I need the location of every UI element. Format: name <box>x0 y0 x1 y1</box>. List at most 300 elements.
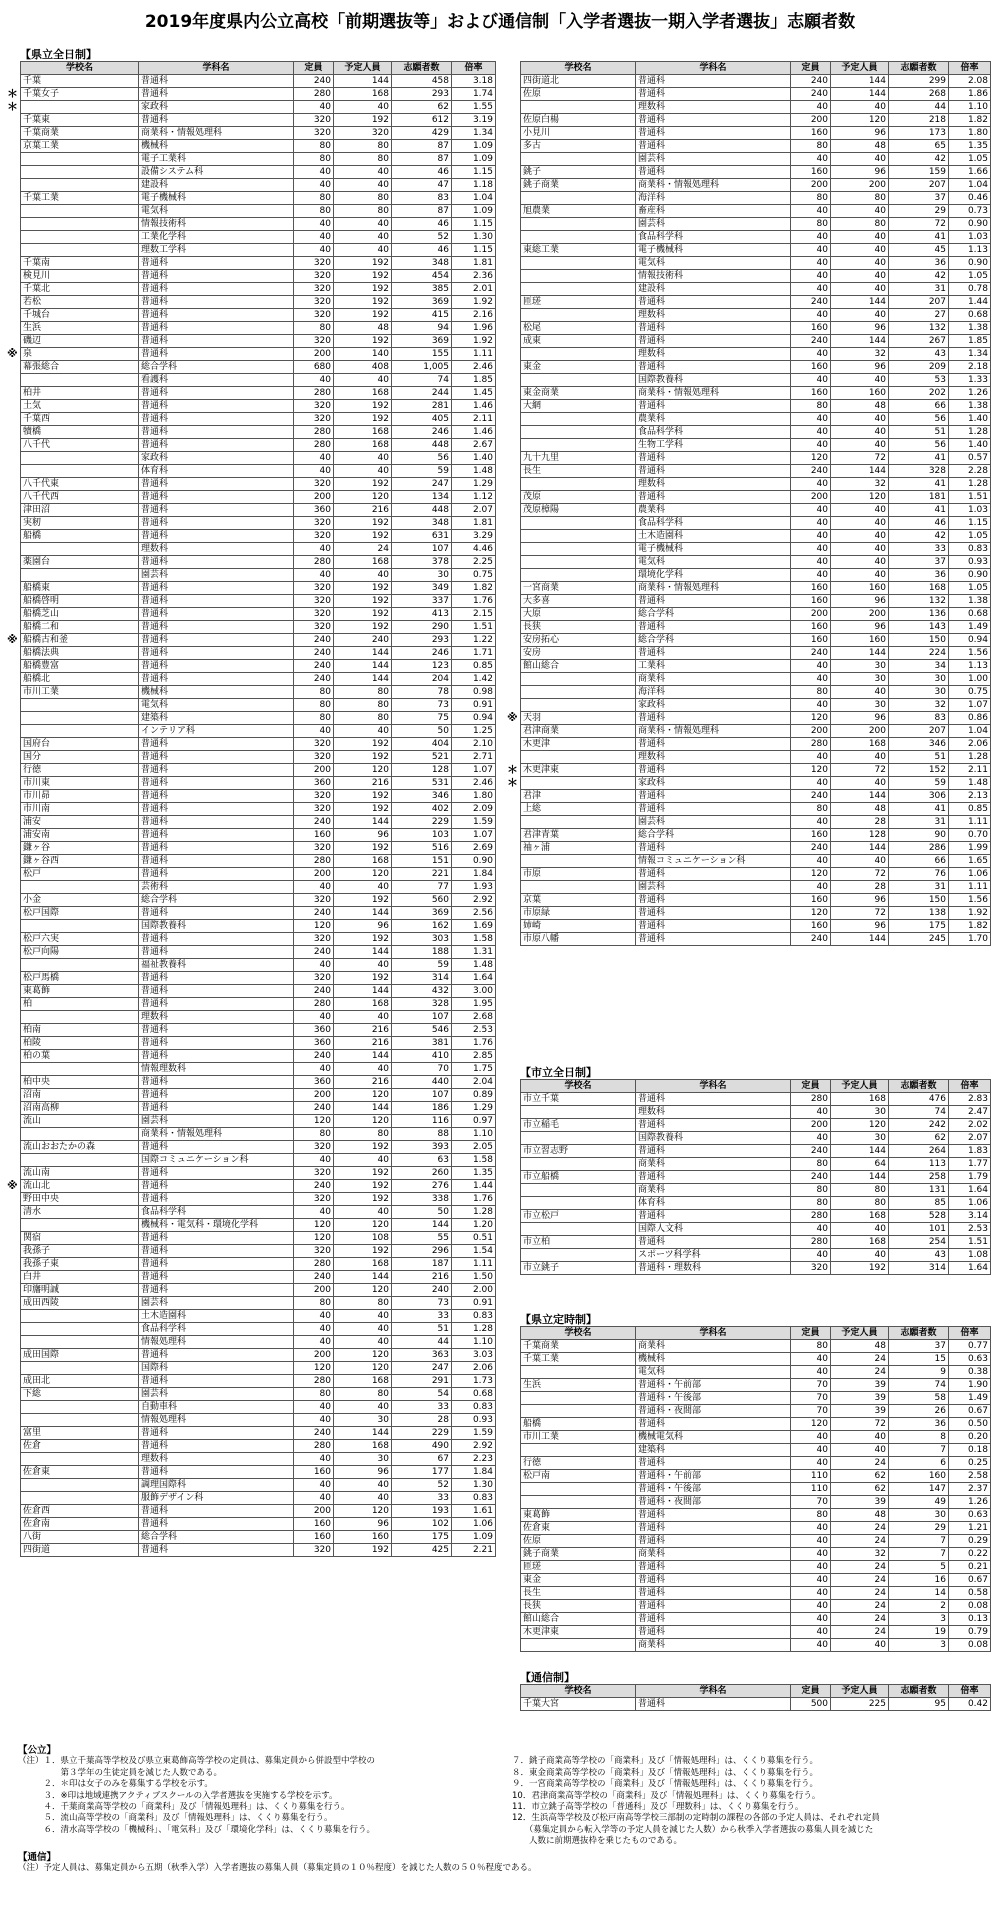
school-cell <box>21 1401 139 1414</box>
ratio-cell: 0.83 <box>452 1492 496 1505</box>
school-cell <box>521 374 636 387</box>
school-cell: 行徳 <box>21 764 139 777</box>
table-row <box>521 309 991 322</box>
ratio-cell: 2.06 <box>949 738 991 751</box>
dept-cell: 普通科 <box>636 621 791 634</box>
school-cell: 千葉女子 <box>21 88 139 101</box>
table-row <box>521 543 991 556</box>
ratio-cell: 1.11 <box>949 881 991 894</box>
header-school: 学校名 <box>521 62 636 75</box>
capacity-cell: 320 <box>294 478 334 491</box>
applicants-cell: 56 <box>889 439 949 452</box>
table-row <box>521 1418 991 1431</box>
planned-cell: 24 <box>831 1457 889 1470</box>
school-cell <box>521 1483 636 1496</box>
school-cell <box>521 1132 636 1145</box>
planned-cell: 144 <box>334 1427 392 1440</box>
planned-cell: 144 <box>334 985 392 998</box>
ratio-cell: 1.95 <box>452 998 496 1011</box>
planned-cell: 192 <box>334 1544 392 1557</box>
planned-cell: 40 <box>334 1011 392 1024</box>
dept-cell: 普通科 <box>636 1587 791 1600</box>
applicants-cell: 36 <box>889 257 949 270</box>
table-row <box>521 1366 991 1379</box>
dept-cell: 国際教養科 <box>139 920 294 933</box>
ratio-cell: 1.07 <box>949 699 991 712</box>
ratio-cell: 0.58 <box>949 1587 991 1600</box>
applicants-cell: 131 <box>889 1184 949 1197</box>
dept-cell: 情報処理科 <box>139 1336 294 1349</box>
planned-cell: 108 <box>334 1232 392 1245</box>
dept-cell: 普通科 <box>139 88 294 101</box>
planned-cell: 40 <box>334 374 392 387</box>
capacity-cell: 280 <box>294 556 334 569</box>
ratio-cell: 1.44 <box>452 1180 496 1193</box>
dept-cell: 商業科 <box>636 1548 791 1561</box>
ratio-cell: 1.40 <box>452 452 496 465</box>
capacity-cell: 40 <box>294 101 334 114</box>
applicants-cell: 229 <box>392 816 452 829</box>
applicants-cell: 51 <box>392 1323 452 1336</box>
table-row <box>521 1496 991 1509</box>
table-row <box>21 855 496 868</box>
capacity-cell: 320 <box>294 608 334 621</box>
school-cell <box>521 530 636 543</box>
planned-cell: 144 <box>334 647 392 660</box>
table-row <box>21 829 496 842</box>
planned-cell: 120 <box>334 868 392 881</box>
capacity-cell: 280 <box>791 1236 831 1249</box>
school-cell: 松戸 <box>21 868 139 881</box>
ratio-cell: 1.82 <box>452 582 496 595</box>
table-row <box>21 712 496 725</box>
dept-cell: 理数工学科 <box>139 244 294 257</box>
ratio-cell: 2.69 <box>452 842 496 855</box>
applicants-cell: 531 <box>392 777 452 790</box>
table-header-row <box>521 1080 991 1093</box>
school-cell <box>21 1011 139 1024</box>
dept-cell: 普通科 <box>139 842 294 855</box>
table-row <box>21 114 496 127</box>
planned-cell: 192 <box>334 335 392 348</box>
planned-cell: 30 <box>831 1132 889 1145</box>
dept-cell: 普通科 <box>636 803 791 816</box>
planned-cell: 80 <box>831 1184 889 1197</box>
table-row <box>21 1219 496 1232</box>
table-row <box>521 777 991 790</box>
ratio-cell: 1.04 <box>949 179 991 192</box>
capacity-cell: 320 <box>294 309 334 322</box>
capacity-cell: 40 <box>791 1639 831 1652</box>
capacity-cell: 40 <box>294 166 334 179</box>
planned-cell: 80 <box>334 712 392 725</box>
school-cell: 市川昴 <box>21 790 139 803</box>
school-cell: 市立習志野 <box>521 1145 636 1158</box>
header-ratio: 倍率 <box>949 62 991 75</box>
ratio-cell: 1.09 <box>452 1531 496 1544</box>
capacity-cell: 40 <box>294 1453 334 1466</box>
planned-cell: 40 <box>831 777 889 790</box>
note-line: ２．＊印は女子のみを募集する学校を示す。 <box>18 1779 213 1790</box>
ratio-cell: 0.63 <box>949 1353 991 1366</box>
applicants-cell: 612 <box>392 114 452 127</box>
planned-cell: 144 <box>831 88 889 101</box>
planned-cell: 40 <box>334 1323 392 1336</box>
table-row <box>21 907 496 920</box>
table-row <box>21 1154 496 1167</box>
applicants-cell: 16 <box>889 1574 949 1587</box>
ratio-cell: 2.28 <box>949 465 991 478</box>
table-row <box>21 1115 496 1128</box>
table-row <box>521 907 991 920</box>
ratio-cell: 2.67 <box>452 439 496 452</box>
capacity-cell: 80 <box>294 1297 334 1310</box>
ratio-cell: 2.37 <box>949 1483 991 1496</box>
school-cell: 千葉西 <box>21 413 139 426</box>
ratio-cell: 0.89 <box>452 1089 496 1102</box>
planned-cell: 192 <box>334 257 392 270</box>
ratio-cell: 1.26 <box>949 1496 991 1509</box>
ratio-cell: 1.06 <box>452 1518 496 1531</box>
planned-cell: 39 <box>831 1496 889 1509</box>
applicants-cell: 102 <box>392 1518 452 1531</box>
capacity-cell: 80 <box>791 218 831 231</box>
planned-cell: 40 <box>334 465 392 478</box>
ratio-cell: 0.90 <box>949 218 991 231</box>
capacity-cell: 320 <box>294 1141 334 1154</box>
planned-cell: 40 <box>334 101 392 114</box>
planned-cell: 24 <box>831 1353 889 1366</box>
ratio-cell: 3.14 <box>949 1210 991 1223</box>
notes-right-list <box>512 1756 988 1847</box>
school-cell <box>521 426 636 439</box>
capacity-cell: 40 <box>294 569 334 582</box>
capacity-cell: 40 <box>791 1106 831 1119</box>
dept-cell: 普通科 <box>139 1024 294 1037</box>
applicants-cell: 58 <box>889 1392 949 1405</box>
table-row <box>521 829 991 842</box>
dept-cell: 普通科 <box>636 1418 791 1431</box>
capacity-cell: 80 <box>791 1197 831 1210</box>
dept-cell: 普通科 <box>139 595 294 608</box>
ratio-cell: 0.94 <box>949 634 991 647</box>
applicants-cell: 147 <box>889 1483 949 1496</box>
capacity-cell: 200 <box>294 348 334 361</box>
applicants-cell: 162 <box>392 920 452 933</box>
dept-cell: 園芸科 <box>139 569 294 582</box>
applicants-cell: 181 <box>889 491 949 504</box>
table-row <box>21 283 496 296</box>
dept-cell: 理数科 <box>139 543 294 556</box>
applicants-cell: 32 <box>889 699 949 712</box>
school-cell <box>521 478 636 491</box>
planned-cell: 40 <box>831 569 889 582</box>
school-cell <box>521 751 636 764</box>
planned-cell: 128 <box>831 829 889 842</box>
capacity-cell: 70 <box>791 1392 831 1405</box>
ratio-cell: 0.18 <box>949 1444 991 1457</box>
dept-cell: 普通科 <box>139 400 294 413</box>
dept-cell: 普通科 <box>139 387 294 400</box>
applicants-cell: 30 <box>889 686 949 699</box>
table-row <box>21 218 496 231</box>
applicants-cell: 9 <box>889 1366 949 1379</box>
table-row <box>21 153 496 166</box>
ratio-cell: 2.18 <box>949 361 991 374</box>
applicants-cell: 67 <box>392 1453 452 1466</box>
table-row <box>21 192 496 205</box>
planned-cell: 40 <box>831 1249 889 1262</box>
ratio-cell: 1.10 <box>452 1336 496 1349</box>
ratio-cell: 2.71 <box>452 751 496 764</box>
ratio-cell: 1.35 <box>949 140 991 153</box>
school-cell <box>21 1063 139 1076</box>
school-cell <box>521 1106 636 1119</box>
ratio-cell: 1.55 <box>452 101 496 114</box>
planned-cell: 72 <box>831 868 889 881</box>
dept-cell: 普通科 <box>139 608 294 621</box>
planned-cell: 40 <box>334 1479 392 1492</box>
header-capacity: 定員 <box>791 1327 831 1340</box>
ratio-cell: 1.82 <box>949 920 991 933</box>
dept-cell: スポーツ科学科 <box>636 1249 791 1262</box>
table-header-row <box>21 62 496 75</box>
dept-cell: 普通科 <box>139 816 294 829</box>
table-row <box>21 361 496 374</box>
applicants-cell: 45 <box>889 244 949 257</box>
ratio-cell: 2.07 <box>452 504 496 517</box>
ratio-cell: 2.83 <box>949 1093 991 1106</box>
table-row <box>21 1518 496 1531</box>
table-row <box>21 699 496 712</box>
applicants-cell: 229 <box>392 1427 452 1440</box>
applicants-cell: 415 <box>392 309 452 322</box>
capacity-cell: 40 <box>791 283 831 296</box>
capacity-cell: 80 <box>294 1388 334 1401</box>
school-cell <box>21 205 139 218</box>
school-cell: 成田北 <box>21 1375 139 1388</box>
ratio-cell: 0.86 <box>949 712 991 725</box>
table-row <box>521 387 991 400</box>
planned-cell: 40 <box>831 231 889 244</box>
capacity-cell: 120 <box>791 764 831 777</box>
dept-cell: 建設科 <box>139 179 294 192</box>
ratio-cell: 0.67 <box>949 1574 991 1587</box>
capacity-cell: 40 <box>791 1522 831 1535</box>
dept-cell: 総合学科 <box>636 829 791 842</box>
capacity-cell: 320 <box>294 127 334 140</box>
planned-cell: 168 <box>831 1210 889 1223</box>
table-row <box>21 1505 496 1518</box>
school-cell: 長生 <box>521 1587 636 1600</box>
dept-cell: 園芸科 <box>636 881 791 894</box>
applicants-cell: 160 <box>889 1470 949 1483</box>
school-cell: 茂原 <box>521 491 636 504</box>
table-row <box>21 1271 496 1284</box>
applicants-cell: 2 <box>889 1600 949 1613</box>
school-cell: 船橋二和 <box>21 621 139 634</box>
school-cell: 流山 <box>21 1115 139 1128</box>
table-row <box>521 283 991 296</box>
applicants-cell: 41 <box>889 478 949 491</box>
table-row <box>521 1535 991 1548</box>
planned-cell: 168 <box>831 1093 889 1106</box>
applicants-cell: 27 <box>889 309 949 322</box>
planned-cell: 48 <box>831 1340 889 1353</box>
capacity-cell: 280 <box>294 1375 334 1388</box>
capacity-cell: 40 <box>294 465 334 478</box>
ratio-cell: 4.46 <box>452 543 496 556</box>
planned-cell: 144 <box>334 816 392 829</box>
applicants-cell: 144 <box>392 1219 452 1232</box>
applicants-cell: 74 <box>889 1379 949 1392</box>
table-row <box>21 205 496 218</box>
capacity-cell: 110 <box>791 1483 831 1496</box>
school-cell: 印旛明誠 <box>21 1284 139 1297</box>
capacity-cell: 360 <box>294 504 334 517</box>
table-row <box>21 803 496 816</box>
school-cell <box>21 1362 139 1375</box>
table-row <box>21 1206 496 1219</box>
applicants-cell: 246 <box>392 426 452 439</box>
planned-cell: 40 <box>831 244 889 257</box>
applicants-cell: 143 <box>889 621 949 634</box>
capacity-cell: 200 <box>294 1349 334 1362</box>
applicants-cell: 62 <box>889 1132 949 1145</box>
table-row <box>521 855 991 868</box>
dept-cell: 普通科 <box>139 1193 294 1206</box>
capacity-cell: 40 <box>791 855 831 868</box>
applicants-cell: 51 <box>889 751 949 764</box>
capacity-cell: 40 <box>791 517 831 530</box>
planned-cell: 192 <box>334 1245 392 1258</box>
table-row <box>521 1106 991 1119</box>
applicants-cell: 29 <box>889 205 949 218</box>
dept-cell: 園芸科 <box>139 1115 294 1128</box>
planned-cell: 40 <box>334 1401 392 1414</box>
applicants-cell: 369 <box>392 296 452 309</box>
planned-cell: 80 <box>334 1128 392 1141</box>
planned-cell: 40 <box>831 556 889 569</box>
dept-cell: 情報コミュニケーション科 <box>636 855 791 868</box>
ratio-cell: 1.34 <box>452 127 496 140</box>
applicants-cell: 46 <box>392 244 452 257</box>
ratio-cell: 1.81 <box>452 517 496 530</box>
planned-cell: 96 <box>334 829 392 842</box>
applicants-cell: 59 <box>889 777 949 790</box>
ratio-cell: 1.51 <box>452 621 496 634</box>
planned-cell: 320 <box>334 127 392 140</box>
ratio-cell: 0.91 <box>452 699 496 712</box>
dept-cell: 電気科 <box>636 1366 791 1379</box>
ratio-cell: 0.50 <box>949 1418 991 1431</box>
ratio-cell: 1.22 <box>452 634 496 647</box>
applicants-cell: 202 <box>889 387 949 400</box>
dept-cell: 普通科 <box>636 1613 791 1626</box>
capacity-cell: 40 <box>791 1626 831 1639</box>
capacity-cell: 160 <box>791 634 831 647</box>
dept-cell: 普通科 <box>139 751 294 764</box>
dept-cell: 普通科 <box>139 1167 294 1180</box>
dept-cell: 普通科 <box>636 491 791 504</box>
capacity-cell: 120 <box>294 1362 334 1375</box>
capacity-cell: 320 <box>294 972 334 985</box>
applicants-cell: 150 <box>889 634 949 647</box>
dept-cell: 普通科 <box>139 270 294 283</box>
dept-cell: 理数科 <box>636 478 791 491</box>
ratio-cell: 1.38 <box>949 595 991 608</box>
school-cell: 千葉大宮 <box>521 1698 636 1711</box>
capacity-cell: 40 <box>791 751 831 764</box>
planned-cell: 192 <box>334 972 392 985</box>
table-row <box>21 1102 496 1115</box>
capacity-cell: 40 <box>791 309 831 322</box>
applicants-cell: 405 <box>392 413 452 426</box>
dept-cell: 普通科 <box>636 361 791 374</box>
applicants-cell: 268 <box>889 88 949 101</box>
capacity-cell: 240 <box>791 335 831 348</box>
dept-cell: 普通科・午前部 <box>636 1470 791 1483</box>
ratio-cell: 2.36 <box>452 270 496 283</box>
applicants-cell: 328 <box>392 998 452 1011</box>
ratio-cell: 1.09 <box>452 140 496 153</box>
note-line: ３．※印は地域連携アクティブスクールの入学者選抜を実施する学校を示す。 <box>18 1790 338 1801</box>
school-cell: 千葉北 <box>21 283 139 296</box>
dept-cell: 普通科 <box>636 1522 791 1535</box>
note-line: 11．市立銚子高等学校の「普通科」及び「理数科」は、くくり募集を行う。 <box>512 1802 804 1813</box>
planned-cell: 80 <box>831 192 889 205</box>
planned-cell: 30 <box>831 699 889 712</box>
table-row <box>521 335 991 348</box>
planned-cell: 192 <box>334 309 392 322</box>
school-cell <box>521 1249 636 1262</box>
table-header-row <box>521 1685 991 1698</box>
dept-cell: 普通科 <box>139 972 294 985</box>
capacity-cell: 320 <box>294 1245 334 1258</box>
table-row <box>21 660 496 673</box>
table-row <box>521 452 991 465</box>
school-cell: 白井 <box>21 1271 139 1284</box>
table-row <box>21 595 496 608</box>
planned-cell: 40 <box>831 101 889 114</box>
capacity-cell: 280 <box>294 439 334 452</box>
applicants-cell: 107 <box>392 543 452 556</box>
planned-cell: 24 <box>831 1535 889 1548</box>
planned-cell: 40 <box>831 374 889 387</box>
planned-cell: 40 <box>831 543 889 556</box>
school-cell: 東葛飾 <box>521 1509 636 1522</box>
dept-cell: 理数科 <box>636 1106 791 1119</box>
planned-cell: 168 <box>831 1236 889 1249</box>
planned-cell: 192 <box>334 842 392 855</box>
applicants-cell: 328 <box>889 465 949 478</box>
dept-cell: 国際教養科 <box>636 1132 791 1145</box>
applicants-cell: 150 <box>889 894 949 907</box>
ratio-cell: 1.50 <box>452 1271 496 1284</box>
ratio-cell: 2.56 <box>452 907 496 920</box>
planned-cell: 80 <box>334 699 392 712</box>
capacity-cell: 120 <box>791 452 831 465</box>
applicants-cell: 3 <box>889 1639 949 1652</box>
ratio-cell: 2.92 <box>452 1440 496 1453</box>
dept-cell: 普通科 <box>636 1210 791 1223</box>
table-row <box>521 868 991 881</box>
dept-cell: 看護科 <box>139 374 294 387</box>
capacity-cell: 40 <box>791 205 831 218</box>
capacity-cell: 80 <box>791 1340 831 1353</box>
ratio-cell: 1.54 <box>452 1245 496 1258</box>
planned-cell: 168 <box>334 998 392 1011</box>
